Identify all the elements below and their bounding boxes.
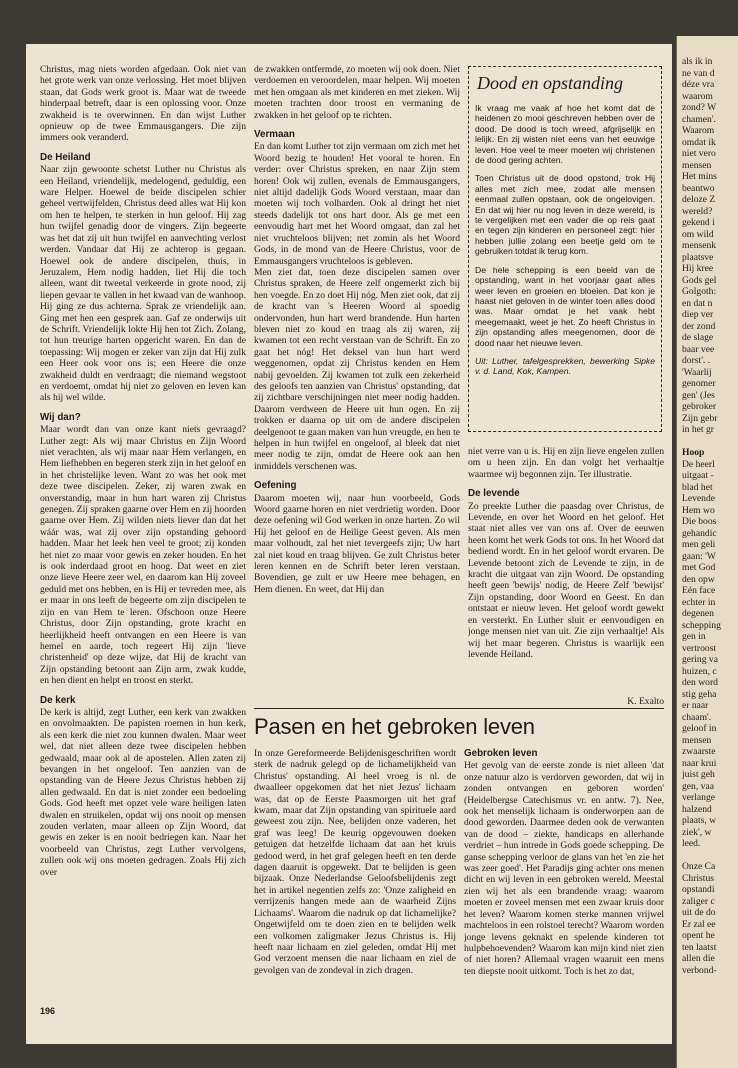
paragraph: Daarom moeten wij, naar hun voorbeeld, Gods Woord gaarne horen en niet verdrietig worden. Door deze oefening wil God werken in onze harten. Zo wil Hij het geloof en de Heilige Geest geven. Als men maar volhoudt, zal het niet tevergeefs zijn; Uw hart zal niet koud en traag blijven. Ge zult Christus beter leren kennen en de Schrift beter leren verstaan. Bovendien, ge zult er uw Heere mee behagen, en Hem dienen. En weet, dat Hij dan [254, 492, 460, 595]
next-page-line [682, 850, 738, 862]
next-page-line: den word [682, 677, 718, 688]
next-page-line: zond? W [682, 102, 717, 113]
next-page-line: men geli [682, 539, 716, 550]
magazine-page [26, 44, 672, 1044]
next-page-line: Levende [682, 493, 716, 504]
box-paragraph: De hele schepping is een beeld van de opstanding, want in het voorjaar gaat alles weer leven en groeien en bloeien. Dat kon je haast niet geloven in de winter toen alles dood was. Maar omdat je het vaak hebt meegemaakt, weet je het. Zo heeft Christus in zijn opstanding alles meegenomen, door de dood naar het nieuwe leven. [475, 264, 655, 348]
paragraph: En dan komt Luther tot zijn vermaan om zich met het Woord bezig te houden! Het vooral te horen. En verder: over Christus spreken, en naar Zijn stem horen! Ook wij zullen, evenals de Emmausgangers, niet altijd dadelijk Gods Woord verstaan, maar dan moeten wij toch volharden. Ook al dringt het niet steeds dadelijk tot ons hart door. Als ge met een eenvoudig hart met het Woord omgaat, dan zal het niet vruchteloos blijven; net zomin als het Woord Gods, in de mond van de Heere Christus, voor de Emmausgangers vruchteloos is gebleven. [254, 141, 460, 267]
next-page-line: schepping [682, 619, 721, 631]
box-paragraph: Ik vraag me vaak af hoe het komt dat de heidenen zo mooi geschreven hebben over de dood. De dood is toch wreed, afgrijselijk en lelijk. En zij wisten niet eens van het eeuwige leven. Hoe veel te meer moeten wij christenen de dood gering achten. [475, 103, 655, 166]
next-page-line: ziek', w [682, 826, 712, 838]
next-page-line: Eén face [682, 585, 716, 596]
next-page-line: leed. [682, 838, 701, 849]
next-page-line: Hij kree [682, 263, 714, 274]
next-page-line: 'Waarlij [682, 366, 712, 378]
next-page-line: gen' (Jes [682, 389, 715, 401]
next-page-line: omdat ik [682, 136, 716, 148]
next-page-line: Hoop [682, 447, 705, 458]
next-page-line: genomer [682, 378, 716, 389]
next-page-line: chamen'. [682, 113, 716, 125]
next-page-line: degenen [682, 608, 714, 619]
next-page-line: plaats, w [682, 815, 717, 826]
article-column-3 [468, 446, 664, 690]
next-page-line: De heerl [682, 458, 715, 470]
next-page-line: uit de do [682, 907, 716, 918]
next-page-line: er naar [682, 700, 709, 711]
next-page-line [682, 436, 738, 448]
next-page-line: gering va [682, 654, 718, 665]
paragraph: Naar zijn gewoonte schetst Luther nu Christus als een Heiland, vriendelijk, medelogend, geduldig, een ware Helper. Hoewel de beide discipelen schier geheel vertwijfelden, Christus deed alles wat Hij kon om hen te helpen, te sterken in hun geloof. Hij zag hun twijfel genadig door de vingers. Zijn begeerte was het dat zij uit hun twijfel en aanvechting verlost werden. Vandaar dat Hij ze achterop is gegaan. Hoewel ook de andere discipelen, thuis, in Jeruzalem, Hem nodig hadden, liet Hij die toch alleen, want dit tweetal verkeerde in grote nood, zij liepen gevaar te vallen in het kwaad van de wanhoop. Hij ging ze dus achterna. Sprak ze vriendelijk aan. Ging met hen een gesprek aan. Gaf ze onderwijs uit de Schrift. Vriendelijk lokte Hij hen tot Zich. Zolang, tot hun treurige harten opgericht waren. En dan de toepassing: Wij mogen er zeker van zijn dat Hij zulk een Heer ook voor ons is; een Heere die onze zwakheid duldt en verdraagt; die niemand wegstoot en verdoemt, omdat hij niet zo geloven en leven kan als hij wel wilde. [40, 164, 246, 404]
box-source: Uit: Luther, tafelgesprekken, bewerking Sipke v. d. Land, Kok, Kampen. [475, 355, 655, 377]
next-page-line: mensen [682, 734, 712, 746]
next-page-line: waarom [682, 90, 713, 102]
page-number: 196 [40, 1006, 56, 1016]
article-column-1 [40, 64, 246, 1004]
next-page-line: als ik in [682, 56, 713, 67]
next-page-line: wereld? [682, 205, 713, 217]
next-page-line: der zond [682, 320, 716, 332]
next-page-line: om wild [682, 228, 714, 240]
section-heading: Vermaan [254, 129, 295, 141]
next-page-text [682, 56, 738, 976]
next-page-line: chaam'. [682, 711, 712, 723]
next-page-line: en dat n [682, 297, 713, 309]
next-page-line: verlange [682, 792, 716, 803]
next-page-line: gaan: 'W [682, 550, 716, 562]
next-page-line: naar krui [682, 757, 717, 769]
divider [254, 708, 664, 709]
next-page-line: huizen, c [682, 665, 717, 677]
next-page-line: mensenk [682, 240, 717, 251]
next-page-line: in het gr [682, 424, 714, 435]
paragraph: In onze Gereformeerde Belijdenisgeschriften wordt sterk de nadruk gelegd op de lichamelijkheid van Christus' opstanding. Al heel vroeg is nl. de dwaalleer opgekomen dat het niet Jezus' lichaam was, dat op de Eerste Paasmorgen uit het graf kwam, maar dat Zijn opstanding van spirituele aard geweest zou zijn. Nee, belijden onze vaderen, het graf was leeg! De keurig opgevouwen doeken getuigen dat hetzelfde lichaam dat aan het kruis gedood werd, in het graf gelegen heeft en ten derde dagen daaruit is opgewekt. Dat te belijden is geen bijzaak. Onze Nederlandse Geloofsbelijdenis zegt het in artikel negentien zelfs zo: 'Onze zaligheid en verrijzenis hangen mede aan de waarheid Zijns Lichaams'. Waarom die nadruk op dat lichamelijke? Ongetwijfeld om te doen zien en te belijden welk een volkomen zaligmaker Jezus Christus is. Hij heeft naar lichaam en ziel geleden, omdat Hij met God verzoent mensen die naar lichaam en ziel de gevolgen van de zondeval in zich dragen. [254, 748, 456, 976]
next-page-line: Waarom [682, 125, 715, 136]
next-page-line: Christus [682, 872, 714, 884]
section-heading: De kerk [40, 694, 76, 706]
next-page-line: de slage [682, 332, 714, 343]
next-page-line: echter in [682, 596, 716, 608]
next-page-line: Hem wo [682, 504, 715, 516]
paragraph: De kerk is altijd, zegt Luther, een kerk van zwakken en onvolmaakten. De papisten roemen in hun kerk, als een kerk die niet zou kunnen dwalen. Maar weet wel, dat niet alleen deze twee discipelen hebben gedwaald, maar ook al de apostelen. Allen zaten zij bevangen in het ongeloof. Ten aanzien van de opstanding van de Heere Jezus Christus hebben zij allen gedwaald. En dat is niet zonder een bedoeling Gods. God heeft met opzet vele ware heiligen laten dwalen en struikelen, opdat wij ons nooit op mensen zouden verlaten, maar alleen op Zijn Woord, dat gewis en zeker is en nooit bedriegen kan. Naar het voorbeeld van Christus, zegt Luther vervolgens, zullen ook wij ons moeten gedragen. Zoals Hij zich over [40, 706, 246, 878]
next-page-line: gehandic [682, 527, 717, 539]
section-heading: Oefening [254, 480, 297, 492]
paragraph: de zwakken ontfermde, zo moeten wij ook doen. Niet verdoemen en veroordelen, maar helpen. Wij moeten met hen omgaan als met kinderen en met zieken. Wij moeten trachten door troost en vermaning de zwakken in het geloof op te richten. [254, 64, 460, 121]
box-title: Dood en opstanding [477, 73, 623, 93]
next-page-line: déze vra [682, 79, 715, 90]
section-heading: Gebroken leven [464, 748, 538, 759]
next-page-line: ne van d [682, 67, 715, 79]
next-page-edge [676, 36, 738, 1068]
next-page-line: opent he [682, 930, 715, 941]
next-page-line: zwaarste [682, 746, 716, 757]
section-heading: Wij dan? [40, 411, 81, 423]
next-page-line: niet vero [682, 148, 716, 159]
next-page-line: uitgaat - [682, 470, 714, 481]
next-page-line: plaatsve [682, 251, 714, 263]
next-page-line: geloof in [682, 723, 717, 734]
next-page-line: Gods gel [682, 274, 717, 286]
next-page-line: Die boos [682, 516, 717, 527]
sidebar-box [468, 66, 662, 432]
next-page-line: stig geha [682, 688, 717, 700]
next-page-line: zaliger c [682, 895, 715, 907]
paragraph: Zo preekte Luther die paasdag over Christus, de Levende, en over het Woord en het geloof. Het staat niet alles ver van ons af. Over de eeuwen heen komt het werk Gods tot ons. In het Woord dat bediend wordt. En in het geloof wordt ervaren. De Levende betoont zich de Levende te zijn, in de kracht die uitgaat van zijn Woord. De opstanding heeft geen 'bewijs' nodig, de Heere Zelf 'bewijst' Zijn opstanding, door Woord en Geest. En dan ontstaat er nieuw leven. Het geloof wordt gewekt en versterkt. En Luther sluit er eenvoudigen en jonge mensen niet van uit. Zie zijn verhaaltje! Als wij het maar begeren. Christus is waarlijk een levende Heiland. [468, 500, 664, 660]
next-page-line: halzend [682, 803, 712, 815]
next-page-line: gekend i [682, 217, 715, 228]
next-page-line: allen die [682, 953, 715, 964]
next-page-line: opstandi [682, 884, 715, 895]
next-page-line: diep ver [682, 309, 714, 320]
next-page-line: gen, vaa [682, 780, 714, 792]
box-paragraph: Toen Christus uit de dood opstond, trok Hij alles met zich mee, zodat alle mensen eenmaal zullen opstaan, ook de ongelovigen. En dat wij hier nu nog leven in deze wereld, is te vergelijken met een vader die op reis gaat en tegen zijn kinderen en personeel zegt: hier hebben jullie zolang een beetje geld om te gebruiken totdat ik terug kom. [475, 173, 655, 257]
next-page-line: met God [682, 562, 716, 573]
author-signature: K. Exalto [627, 696, 664, 707]
next-page-line: deloze Z [682, 194, 716, 205]
paragraph: Christus, mag niets worden afgedaan. Ook niet van het grote werk van onze verlossing. Het moet blijven staan, dat Gods werk groot is. Maar wat de tweede hinderpaal betreft, daar is een oplossing voor. Onze zwakheid is te overwinnen. En dan wijst Luther opnieuw op de twee Emmausgangers. Die zijn immers ook veranderd. [40, 64, 246, 144]
next-page-line: ten laatst [682, 941, 717, 953]
next-page-line: Onze Ca [682, 861, 716, 872]
next-page-line: juist geh [682, 769, 715, 780]
next-page-line: den opw [682, 573, 715, 585]
next-page-line: Zijn gebr [682, 412, 718, 424]
next-page-line: gebroker [682, 401, 717, 412]
next-page-line: vertroost [682, 642, 717, 654]
paragraph: Het gevolg van de eerste zonde is niet alleen 'dat onze natuur alzo is verdorven geworden, dat wij in zonden ontvangen en geboren worden' (Heidelbergse Catechismus vr. en antw. 7). Nee, ook het menselijk lichaam is onderworpen aan de dood geworden. Daarmee deden ook de verwanten van de dood – ziekte, handicaps en allerhande verdriet – hun intrede in Gods goede schepping. De ganse schepping verloor de glans van het 'en zie het was zeer goed'. Het Paradijs ging achter ons menen dicht en wij leven in een gebroken wereld. Meestal zien wij het als een brandende vraag: waarom moeten er zoveel mensen met een zwaar kruis door het leven? Waarom komen sterke mannen vrijwel machteloos in een rolstoel terecht? Waarom worden jonge levens geknakt en spelende kinderen tot hulpbehoevenden? Waarom kan mijn kind niet zien of niet horen? Allemaal vragen waaruit een mens ten diepste nooit uitkomt. Toch is het zo dat, [464, 760, 664, 977]
next-page-line: Golgoth: [682, 286, 717, 297]
section-heading: De Heiland [40, 151, 91, 163]
paragraph: niet verre van u is. Hij en zijn lieve engelen zullen om u heen zijn. En dan volgt het verhaaltje waarmee wij begonnen zijn. Ter illustratie. [468, 446, 664, 480]
next-page-line: Het mins [682, 171, 717, 182]
article-headline: Pasen en het gebroken leven [254, 714, 535, 739]
paragraph: Men ziet dat, toen deze discipelen samen over Christus spraken, de Heere zelf ongemerkt zich bij hen voegde. En zo doet Hij nóg. Men ziet ook, dat zij de kracht van 's Heeren Woord al spoedig ondervonden, hun hart werd brandende. Hun harten bleven niet zo koud en traag als zij waren, zij kwamen tot een recht verstaan van de Schrift. En zo gaat het nóg! Het deksel van hun hart werd weggenomen, opdat zij Christus kenden en Hem nabij gevoelden. Zij kwamen tot zulk een zekerheid des geloofs ten aanzien van Christus' opstanding, dat zij zichtbare verschijningen niet meer nodig hadden. Daarom verdween de Heere uit hun ogen. En zij trokken er daarna op uit om de andere discipelen deelgenoot te gaan maken van hun vreugde, en hen te helpen in hun twijfel en ongeloof, al bleek dat niet meer nodig te zijn, omdat de Heere ook aan hen inmiddels verschenen was. [254, 266, 460, 472]
next-page-line: blad het [682, 481, 713, 493]
next-page-line: verbond- [682, 964, 717, 976]
article2-column-2 [464, 748, 664, 1004]
article-column-2 [254, 64, 460, 752]
next-page-line: Er zal ee [682, 918, 716, 930]
next-page-line: gen in [682, 631, 706, 642]
next-page-line: dorst'. . [682, 355, 711, 366]
section-heading: De levende [468, 488, 520, 500]
article2-column-1 [254, 748, 456, 1004]
next-page-line: baar vee [682, 343, 715, 355]
paragraph: Maar wordt dan van onze kant niets gevraagd? Luther zegt: Als wij maar Christus en Zijn Woord niet verachten, als wij maar naar Hem verlangen, en Hem liefhebben en begeren sterk zijn in het geloof en in het christelijke leven. Want zo was het ook met deze twee discipelen. Zeker, zij waren zwak en onverstandig, maar in hun hart waren zij Christus genegen. Zij spraken gaarne over Hem en zij hoorden gaarne over Hem. Zij wilden niets liever dan dat het wáár was, wat zij over zijn opstanding gehoord hadden. Maar het leek hen veel te groot; zij konden het niet zo maar voor gewis en zeker houden. En het is ook inderdaad groot en hoog. Dat weet en ziet onze lieve Heere zeer wel, en daarom kan Hij zoveel geduld met ons hebben, en is Hij er tevreden mee, als er maar in ons leeft de begeerte om zijn discipelen te zijn en van Hem te leren. Ofschoon onze Heere Christus, door Zijn opstanding, grote kracht en heerlijkheid heeft ontvangen en een Heere is van hemel en aarde, toch regeert Hij zijn 'lieve christenheid' op deze wijze, dat Hij de kracht van Zijn opstanding betoont aan Zijn arm, zwak kudde, en hen dient en helpt en troost en sterkt. [40, 424, 246, 687]
next-page-line: beantwo [682, 182, 715, 194]
next-page-line: mensen [682, 159, 712, 171]
